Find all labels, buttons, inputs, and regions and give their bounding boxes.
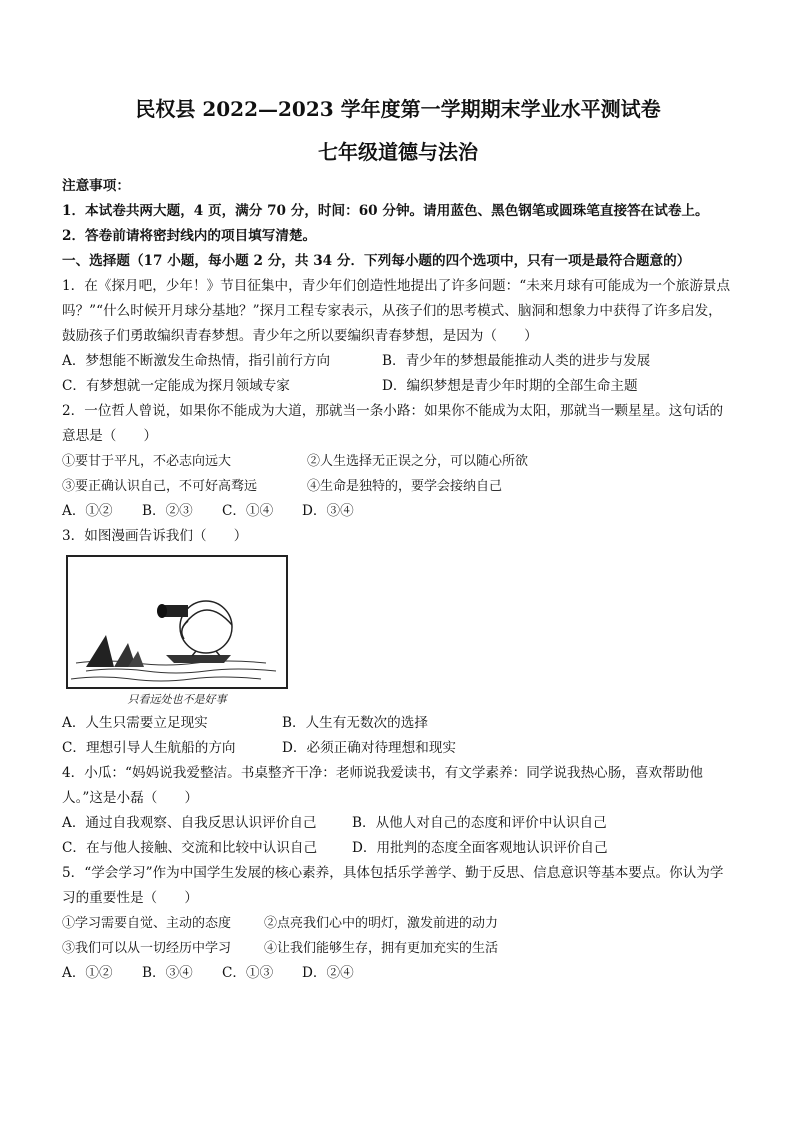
question-5-stem: 5．“学会学习”作为中国学生发展的核心素养，具体包括乐学善学、勤于反思、信息意识等基本要点。你认为学习的重要性是（ ） [62,865,724,906]
question-2-stem: 2．一位哲人曾说，如果你不能成为大道，那就当一条小路：如果你不能成为太阳，那就当一颗星星。这句话的意思是（ ） [62,403,724,444]
question-5-options [62,961,734,986]
question-1-options-row-1 [62,349,734,374]
option-d: D．用批判的态度全面客观地认识评价自己 [352,840,608,856]
option-d: D．③④ [302,503,354,519]
statement-1: ①学习需要自觉、主动的态度 [62,916,232,931]
option-a: A．梦想能不断激发生命热情，指引前行方向 [62,353,331,369]
question-1-stem: 1．在《探月吧，少年！》节目征集中，青少年们创造性地提出了许多问题：“未来月球有可能成为一个旅游景点吗？”“什么时候开月球分基地？”探月工程专家表示，从孩子们的思考模式、脑洞和想象力中获得了许多启发，鼓励孩子们勇敢编织青春梦想。青少年之所以要编织青春梦想，是因为（ ） [62,278,731,344]
option-a: A．通过自我观察、自我反思认识评价自己 [62,815,317,831]
question-4-stem: 4．小瓜：“妈妈说我爱整洁。书桌整齐干净：老师说我爱读书，有文学素养：同学说我热心肠，喜欢帮助他人。”这是小磊（ ） [62,765,703,806]
option-c: C．有梦想就一定能成为探月领域专家 [62,378,290,394]
option-b: B．②③ [142,503,193,519]
question-2-statements-row-1 [62,449,734,474]
question-4-options-row-2 [62,836,734,861]
option-b: B．从他人对自己的态度和评价中认识自己 [352,815,607,831]
note-item-2: 2．答卷前请将密封线内的项目填写清楚。 [62,228,317,244]
question-3-options-row-2 [62,736,734,761]
note-item-1: 1．本试卷共两大题，4 页，满分 70 分，时间：60 分钟。请用蓝色、黑色钢笔或圆珠笔直接答在试卷上。 [62,203,709,219]
question-2-statements-row-2 [62,474,734,499]
exam-body [62,174,734,986]
question-2-options [62,499,734,524]
question-5-statements-row-1 [62,911,734,936]
option-d: D．编织梦想是青少年时期的全部生命主题 [382,378,638,394]
option-c: C．理想引导人生航船的方向 [62,740,236,756]
option-c: C．在与他人接触、交流和比较中认识自己 [62,840,318,856]
question-3-options-row-1 [62,711,734,736]
statement-1: ①要甘于平凡，不必志向远大 [62,454,232,469]
option-d: D．②④ [302,965,354,981]
notes-heading: 注意事项： [62,178,130,194]
option-c: C．①③ [222,965,274,981]
statement-3: ③要正确认识自己，不可好高骛远 [62,479,258,494]
statement-4: ④让我们能够生存，拥有更加充实的生活 [264,941,499,956]
option-c: C．①④ [222,503,274,519]
cartoon-drawing [66,555,288,689]
option-a: A．①② [62,503,113,519]
exam-subtitle: 七年级道德与法治 [318,140,478,164]
cartoon-caption: 只看远处也不是好事 [127,693,227,706]
statement-4: ④生命是独特的，要学会接纳自己 [307,479,503,494]
statement-2: ②点亮我们心中的明灯，激发前进的动力 [264,916,499,931]
statement-3: ③我们可以从一切经历中学习 [62,941,232,956]
option-a: A．①② [62,965,113,981]
section-heading: 一、选择题（17 小题，每小题 2 分，共 34 分．下列每小题的四个选项中，只有一项是最符合题意的） [62,253,691,269]
question-3-stem: 3．如图漫画告诉我们（ ） [62,528,248,544]
question-1-options-row-2 [62,374,734,399]
question-5-statements-row-2 [62,936,734,961]
question-4-options-row-1 [62,811,734,836]
option-b: B．③④ [142,965,193,981]
option-b: B．人生有无数次的选择 [282,715,428,731]
exam-title: 民权县 2022—2023 学年度第一学期期末学业水平测试卷 [135,97,661,121]
statement-2: ②人生选择无正误之分，可以随心所欲 [307,454,529,469]
cartoon-image [66,555,288,705]
option-b: B．青少年的梦想最能推动人类的进步与发展 [382,353,651,369]
option-a: A．人生只需要立足现实 [62,715,208,731]
option-d: D．必须正确对待理想和现实 [282,740,457,756]
